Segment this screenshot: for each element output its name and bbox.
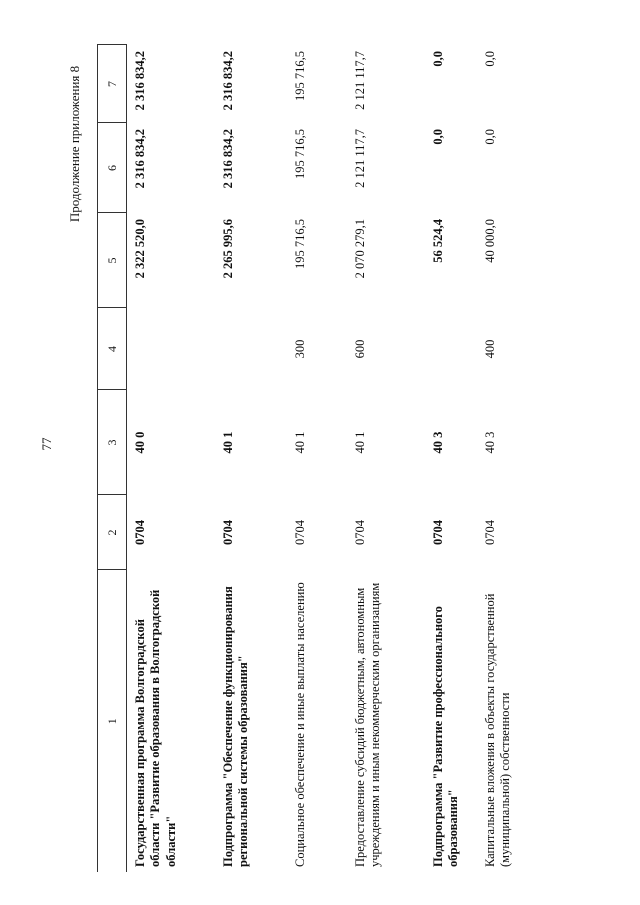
amount-col6: 2 316 834,2 <box>133 129 147 189</box>
report-table-container <box>97 45 532 872</box>
amount-col5: 2 322 520,0 <box>133 219 147 279</box>
section-code: 0704 <box>482 520 497 545</box>
row-name: Государственная программа Волгоградской области "Развитие образования в Волгоградской области" <box>133 589 178 867</box>
header-cell: 3 <box>98 390 127 495</box>
section-code: 0704 <box>352 520 367 545</box>
amount-col7: 0,0 <box>482 51 497 67</box>
amount-col5: 56 524,4 <box>430 219 445 263</box>
target-code: 40 1 <box>352 431 367 454</box>
expense-type: 400 <box>482 339 497 359</box>
amount-col7: 2 316 834,2 <box>133 51 147 111</box>
row-name: Социальное обеспечение и иные выплаты населению <box>292 582 307 867</box>
target-code: 40 0 <box>133 431 147 454</box>
amount-col6: 2 121 117,7 <box>352 129 367 188</box>
amount-col6: 0,0 <box>430 129 445 145</box>
section-code: 0704 <box>292 520 307 545</box>
page-number: 77 <box>39 437 54 451</box>
header-cell: 6 <box>98 123 127 213</box>
amount-col5: 2 070 279,1 <box>352 219 367 279</box>
amount-col7: 2 316 834,2 <box>220 51 235 111</box>
expense-type <box>425 308 477 390</box>
amount-col5: 195 716,5 <box>292 219 307 269</box>
amount-col7: 2 121 117,7 <box>352 51 367 110</box>
row-name: Подпрограмма "Развитие профессионального образования" <box>430 606 460 867</box>
expense-type: 300 <box>292 339 307 359</box>
table-row <box>347 45 425 872</box>
expense-type: 600 <box>352 339 367 359</box>
amount-col7: 0,0 <box>430 51 445 67</box>
section-code: 0704 <box>220 520 235 545</box>
row-name: Подпрограмма "Обеспечение функционирования региональной системы образования" <box>220 586 250 867</box>
row-name: Предоставление субсидий бюджетным, автономным учреждениям и иным некоммерческим организациям <box>352 582 382 867</box>
header-cell: 5 <box>98 213 127 308</box>
table-row <box>477 45 533 872</box>
amount-col7: 195 716,5 <box>292 51 307 101</box>
row-name: Капитальные вложения в объекты государственной (муниципальной) собственности <box>482 593 512 867</box>
amount-col6: 195 716,5 <box>292 129 307 179</box>
section-code: 0704 <box>133 520 147 545</box>
amount-col5: 40 000,0 <box>482 219 497 263</box>
expense-type <box>215 308 287 390</box>
expense-type <box>127 308 215 390</box>
amount-col6: 0,0 <box>482 129 497 145</box>
table-row <box>127 45 215 872</box>
amount-col6: 2 316 834,2 <box>220 129 235 189</box>
header-cell: 7 <box>98 45 127 123</box>
table-row <box>425 45 477 872</box>
header-cell: 4 <box>98 308 127 390</box>
continuation-label: Продолжение приложения 8 <box>67 65 82 223</box>
report-table <box>97 45 533 873</box>
table-row <box>287 45 347 872</box>
header-cell: 2 <box>98 495 127 570</box>
table-row <box>215 45 287 872</box>
amount-col5: 2 265 995,6 <box>220 219 235 279</box>
target-code: 40 1 <box>292 431 307 454</box>
table-header-row <box>98 45 127 872</box>
header-cell: 1 <box>98 570 127 872</box>
section-code: 0704 <box>430 520 445 545</box>
target-code: 40 3 <box>482 431 497 454</box>
target-code: 40 1 <box>220 431 235 454</box>
target-code: 40 3 <box>430 431 445 454</box>
rotated-table <box>97 45 532 872</box>
